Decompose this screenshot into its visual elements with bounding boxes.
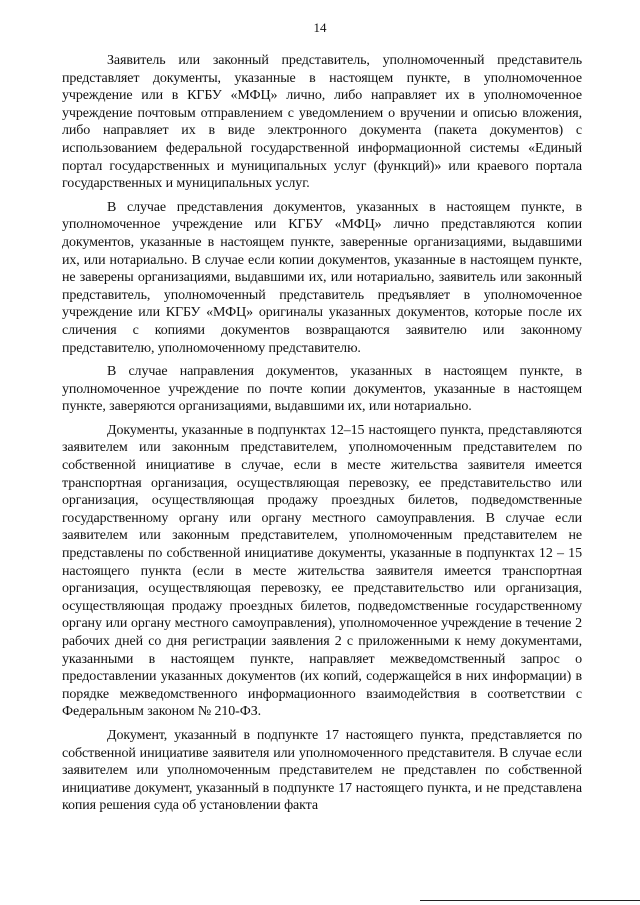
paragraph-subitem-17: Документ, указанный в подпункте 17 настоящего пункта, представляется по собственной инициативе заявителя или уполномоченного представителя. В случае если заявителем или уполномоченным представителем не представлен по собственной инициативе документ, указанный в подпункте 17 настоящего пункта, и не представлена копия решения суда об установлении факта (62, 727, 582, 814)
bottom-rule (420, 900, 640, 901)
page-number: 14 (313, 20, 327, 35)
paragraph-submission-methods: Заявитель или законный представитель, уполномоченный представитель представляет документы, указанные в настоящем пункте, в уполномоченное учреждение или в КГБУ «МФЦ» лично, либо направляет их в уполномоченное учреждение почтовым отправлением с уведомлением о вручении и описью вложения, либо направляет их в виде электронного документа (пакета документов) с использованием федеральной государственной информационной системы «Единый портал государственных и муниципальных услуг (функций)» или краевого портала государственных и муниципальных услуг. (62, 53, 582, 192)
document-body (62, 52, 582, 821)
paragraph-interagency-request: Документы, указанные в подпунктах 12–15 настоящего пункта, представляются заявителем или законным представителем, уполномоченным представителем по собственной инициативе в случае, если в месте жительства заявителя имеется транспортная организация, осуществляющая перевозку, ее представительство или организация, осуществляющая продажу проездных билетов, подведомственные государственному органу или органу местного самоуправления. В случае если заявителем или законным представителем, уполномоченным представителем не представлены по собственной инициативе документы, указанные в подпунктах 12 – 15 настоящего пункта (если в месте жительства заявителя имеется транспортная организация, осуществляющая перевозку, ее представительство или организация, осуществляющая продажу проездных билетов, подведомственные государственному органу или органу местного самоуправления), уполномоченное учреждение в течение 2 рабочих дней со дня регистрации заявления 2 с приложенными к нему документами, указанными в настоящем пункте, направляет межведомственный запрос о предоставлении указанных документов (их копий, содержащейся в них информации) в порядке межведомственного информационного взаимодействия в соответствии с Федеральным законом № 210-ФЗ. (62, 422, 582, 720)
paragraph-postal-submission: В случае направления документов, указанных в настоящем пункте, в уполномоченное учреждение по почте копии документов, указанные в настоящем пункте, заверяются организациями, выдавшими их, или нотариально. (62, 364, 582, 415)
paragraph-personal-submission: В случае представления документов, указанных в настоящем пункте, в уполномоченное учреждение или КГБУ «МФЦ» лично представляются копии документов, указанные в настоящем пункте, заверенные организациями, выдавшими их, или нотариально. В случае если копии документов, указанные в настоящем пункте, не заверены организациями, выдавшими их, или нотариально, заявитель или законный представитель, уполномоченный представитель предъявляет в уполномоченное учреждение или КГБУ «МФЦ» оригиналы указанных документов, которые после их сличения с копиями документов возвращаются заявителю или законному представителю, уполномоченному представителю. (62, 199, 582, 356)
